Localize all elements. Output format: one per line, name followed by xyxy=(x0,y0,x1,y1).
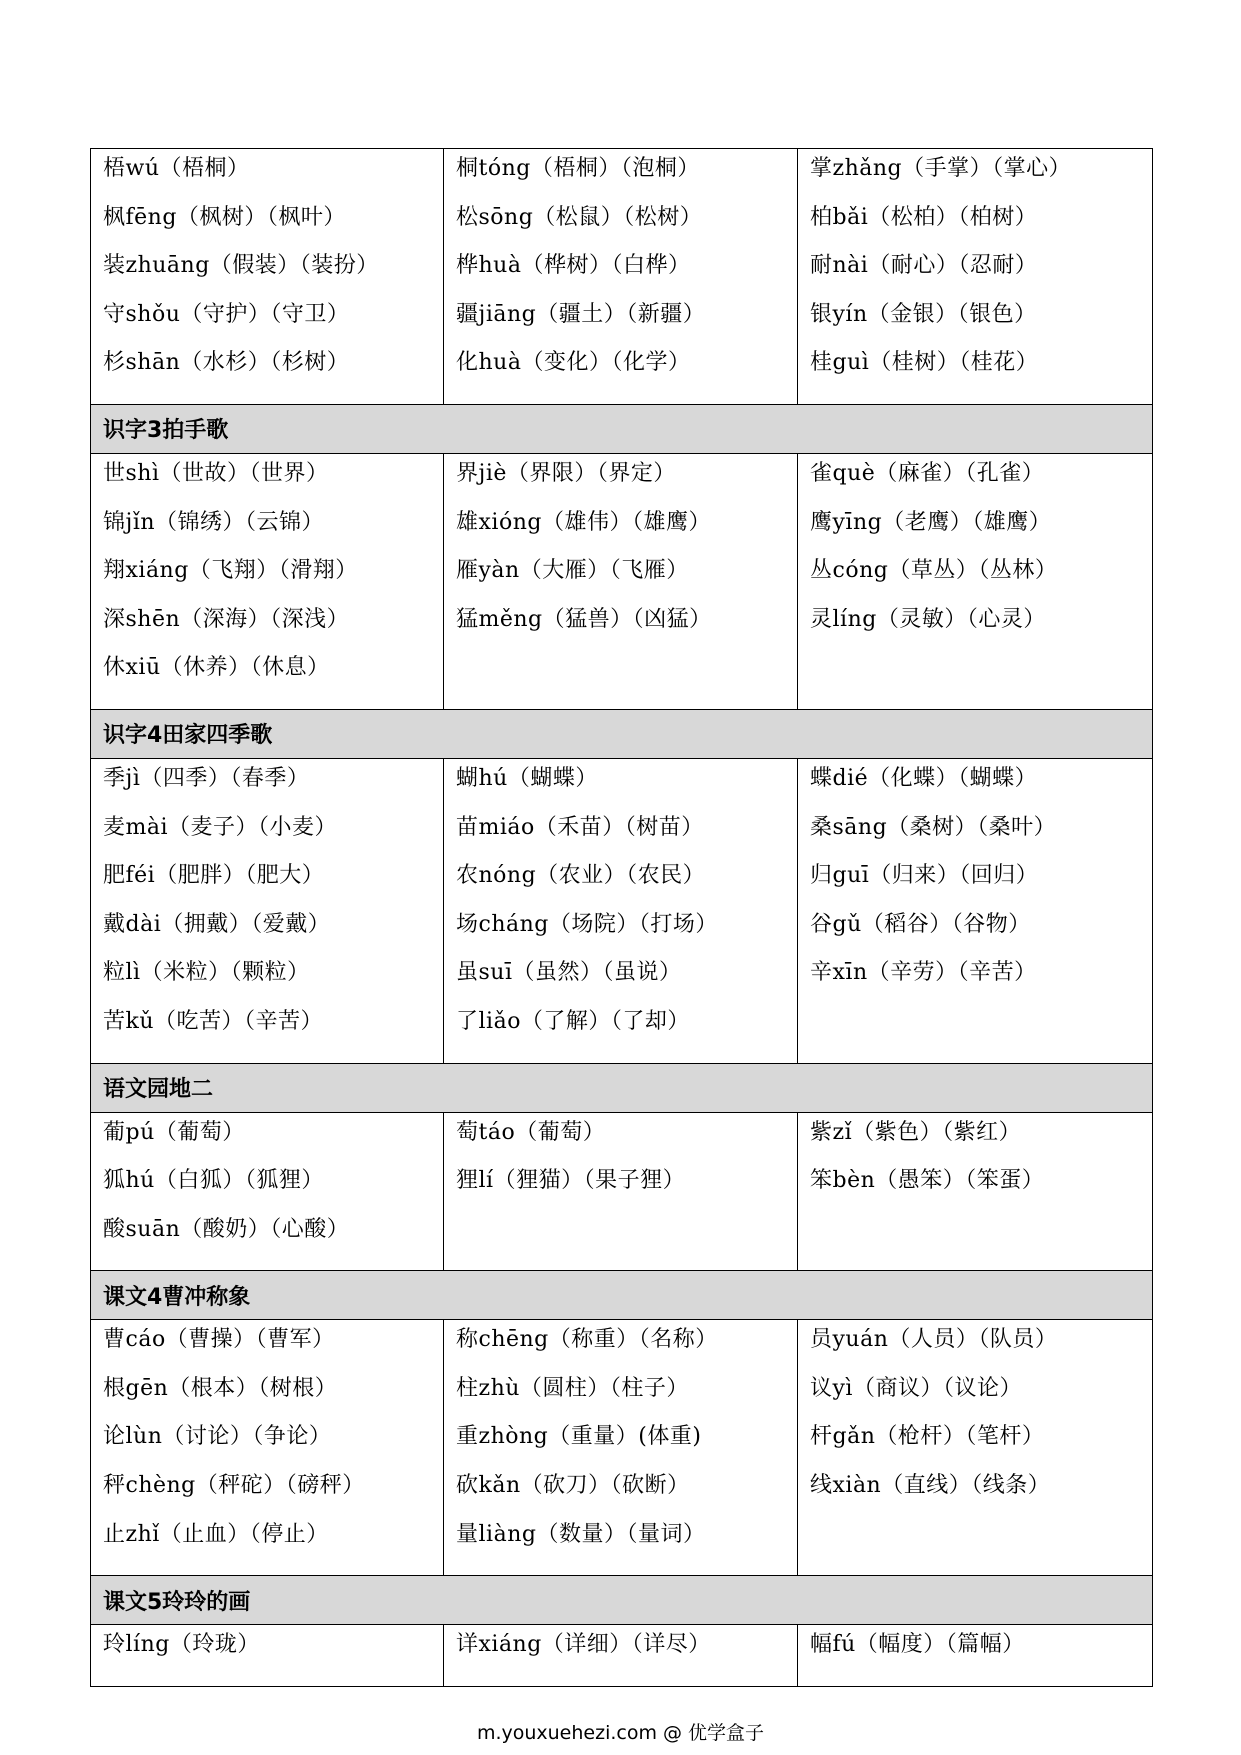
vocab-entry: 雄xióng（雄伟）（雄鹰） xyxy=(456,509,711,535)
vocab-entry: 雀què（麻雀）（孔雀） xyxy=(810,460,1045,486)
vocab-entry: 辛xīn（辛劳）（辛苦） xyxy=(810,960,1037,986)
vocab-entry: 秤chèng（秤砣）（磅秤） xyxy=(103,1473,365,1499)
vocab-entry: 桦huà（桦树）（白桦） xyxy=(456,253,691,279)
vocab-entry: 化huà（变化）（化学） xyxy=(456,350,691,376)
vocab-entry: 员yuán（人员）（队员） xyxy=(810,1327,1058,1353)
vocab-entry: 曹cáo（曹操）（曹军） xyxy=(103,1327,335,1353)
section-body-row xyxy=(91,758,1153,1063)
vocab-entry: 柱zhù（圆柱）（柱子） xyxy=(456,1375,689,1401)
section-header-row xyxy=(91,1063,1153,1112)
vocab-entry: 议yì（商议）（议论） xyxy=(810,1375,1022,1401)
vocab-entry: 梧wú（梧桐） xyxy=(103,156,250,181)
vocab-cell xyxy=(444,453,798,709)
vocab-entry: 掌zhǎng（手掌）（掌心） xyxy=(810,156,1072,181)
vocab-entry: 世shì（世故）（世界） xyxy=(103,460,329,486)
footer-source: m.youxuehezi.com @ 优学盒子 xyxy=(476,1722,765,1744)
vocab-cell xyxy=(91,1320,444,1576)
section-body-row xyxy=(91,1625,1153,1687)
section-title: 语文园地二 xyxy=(91,1063,1153,1112)
vocab-cell xyxy=(444,1320,798,1576)
vocab-entry: 狸lí（狸猫）（果子狸） xyxy=(456,1168,686,1194)
section-body-row xyxy=(91,1112,1153,1271)
vocab-entry: 称chēng（称重）（名称） xyxy=(456,1327,718,1353)
vocab-cell xyxy=(444,1112,798,1271)
vocab-entry: 幅fú（幅度）（篇幅） xyxy=(810,1632,1025,1658)
vocab-cell xyxy=(91,758,444,1063)
vocab-entry: 耐nài（耐心）（忍耐） xyxy=(810,253,1038,279)
vocab-entry: 守shǒu（守护）（守卫） xyxy=(103,301,350,327)
vocab-entry: 线xiàn（直线）（线条） xyxy=(810,1473,1051,1499)
vocab-entry: 笨bèn（愚笨）（笨蛋） xyxy=(810,1168,1045,1194)
vocab-entry: 锦jǐn（锦绣）（云锦） xyxy=(103,509,325,535)
vocab-entry: 翔xiáng（飞翔）（滑翔） xyxy=(103,558,358,584)
vocab-entry: 桂guì（桂树）（桂花） xyxy=(810,350,1039,376)
vocab-entry: 鹰yīng（老鹰）（雄鹰） xyxy=(810,509,1052,535)
vocab-entry: 装zhuāng（假装）（装扮） xyxy=(103,253,379,279)
vocab-cell xyxy=(798,1320,1153,1576)
vocab-entry: 量liàng（数量）（量词） xyxy=(456,1521,706,1547)
vocab-cell xyxy=(444,758,798,1063)
vocab-entry: 详xiáng（详细）（详尽） xyxy=(456,1632,711,1658)
vocab-entry: 狐hú（白狐）（狐狸） xyxy=(103,1168,324,1194)
vocab-entry: 界jiè（界限）（界定） xyxy=(456,460,676,486)
vocab-entry: 论lùn（讨论）（争论） xyxy=(103,1424,332,1450)
section-title: 识字3拍手歌 xyxy=(91,404,1153,453)
vocab-entry: 疆jiāng（疆土）（新疆） xyxy=(456,301,706,327)
vocab-entry: 场cháng（场院）（打场） xyxy=(456,911,718,937)
section-body-row xyxy=(91,149,1153,405)
vocab-entry: 雁yàn（大雁）（飞雁） xyxy=(456,558,689,584)
vocab-entry: 枫fēng（枫树）（枫叶） xyxy=(103,204,346,230)
vocab-entry: 戴dài（拥戴）（爱戴） xyxy=(103,911,331,937)
vocab-cell xyxy=(798,453,1153,709)
vocab-entry: 酸suān（酸奶）（心酸） xyxy=(103,1216,350,1242)
vocab-entry: 农nóng（农业）（农民） xyxy=(456,863,706,889)
vocab-entry: 蝶dié（化蝶）（蝴蝶） xyxy=(810,765,1038,791)
section-body-row xyxy=(91,1320,1153,1576)
vocab-entry: 根gēn（根本）（树根） xyxy=(103,1375,338,1401)
section-title: 课文4曹冲称象 xyxy=(91,1271,1153,1320)
vocab-entry: 麦mài（麦子）（小麦） xyxy=(103,814,338,840)
vocab-cell xyxy=(91,149,444,405)
vocabulary-table xyxy=(90,148,1153,1687)
vocab-entry: 休xiū（休养）（休息） xyxy=(103,655,330,681)
section-title: 课文5玲玲的画 xyxy=(91,1576,1153,1625)
vocab-entry: 猛měng（猛兽）（凶猛） xyxy=(456,606,712,632)
section-title: 识字4田家四季歌 xyxy=(91,709,1153,758)
vocab-entry: 深shēn（深海）（深浅） xyxy=(103,606,350,632)
vocab-entry: 蝴hú（蝴蝶） xyxy=(456,765,598,791)
vocab-entry: 桐tóng（梧桐）（泡桐） xyxy=(456,156,700,181)
vocab-entry: 砍kǎn（砍刀）（砍断） xyxy=(456,1473,690,1499)
vocab-entry: 了liǎo（了解）（了却） xyxy=(456,1008,690,1034)
vocab-entry: 紫zǐ（紫色）（紫红） xyxy=(810,1119,1022,1145)
vocab-cell xyxy=(91,453,444,709)
vocab-entry: 杉shān（水杉）（杉树） xyxy=(103,350,350,376)
vocab-entry: 苗miáo（禾苗）（树苗） xyxy=(456,814,704,840)
vocab-entry: 柏bǎi（松柏）（柏树） xyxy=(810,204,1038,230)
vocab-cell xyxy=(444,149,798,405)
vocab-entry: 杆gǎn（枪杆）（笔杆） xyxy=(810,1424,1045,1450)
section-header-row xyxy=(91,709,1153,758)
vocab-entry: 止zhǐ（止血）（停止） xyxy=(103,1521,329,1547)
vocab-entry: 灵líng（灵敏）（心灵） xyxy=(810,606,1046,632)
vocab-cell xyxy=(798,149,1153,405)
section-header-row xyxy=(91,404,1153,453)
vocab-entry: 粒lì（米粒）（颗粒） xyxy=(103,960,310,986)
vocab-cell xyxy=(798,758,1153,1063)
section-body-row xyxy=(91,453,1153,709)
vocab-cell xyxy=(91,1625,444,1687)
vocab-entry: 松sōng（松鼠）（松树） xyxy=(456,204,703,230)
vocab-entry: 萄táo（葡萄） xyxy=(456,1119,606,1145)
section-header-row xyxy=(91,1271,1153,1320)
vocab-entry: 银yín（金银）（银色） xyxy=(810,301,1037,327)
section-header-row xyxy=(91,1576,1153,1625)
vocab-entry: 归guī（归来）（回归） xyxy=(810,863,1039,889)
vocab-cell xyxy=(798,1112,1153,1271)
vocab-entry: 虽suī（虽然）（虽说） xyxy=(456,960,682,986)
vocab-entry: 重zhòng（重量）(体重) xyxy=(456,1424,702,1450)
vocab-entry: 丛cóng（草丛）（丛林） xyxy=(810,558,1058,584)
vocab-cell xyxy=(91,1112,444,1271)
vocab-entry: 肥féi（肥胖）（肥大） xyxy=(103,863,325,889)
vocab-entry: 季jì（四季）（春季） xyxy=(103,765,310,791)
vocab-entry: 桑sāng（桑树）（桑叶） xyxy=(810,814,1057,840)
vocab-cell xyxy=(798,1625,1153,1687)
vocab-cell xyxy=(444,1625,798,1687)
vocab-entry: 谷gǔ（稻谷）（谷物） xyxy=(810,911,1031,937)
vocab-entry: 苦kǔ（吃苦）（辛苦） xyxy=(103,1008,324,1034)
vocab-entry: 葡pú（葡萄） xyxy=(103,1119,245,1145)
vocab-entry: 玲líng（玲珑） xyxy=(103,1632,260,1658)
